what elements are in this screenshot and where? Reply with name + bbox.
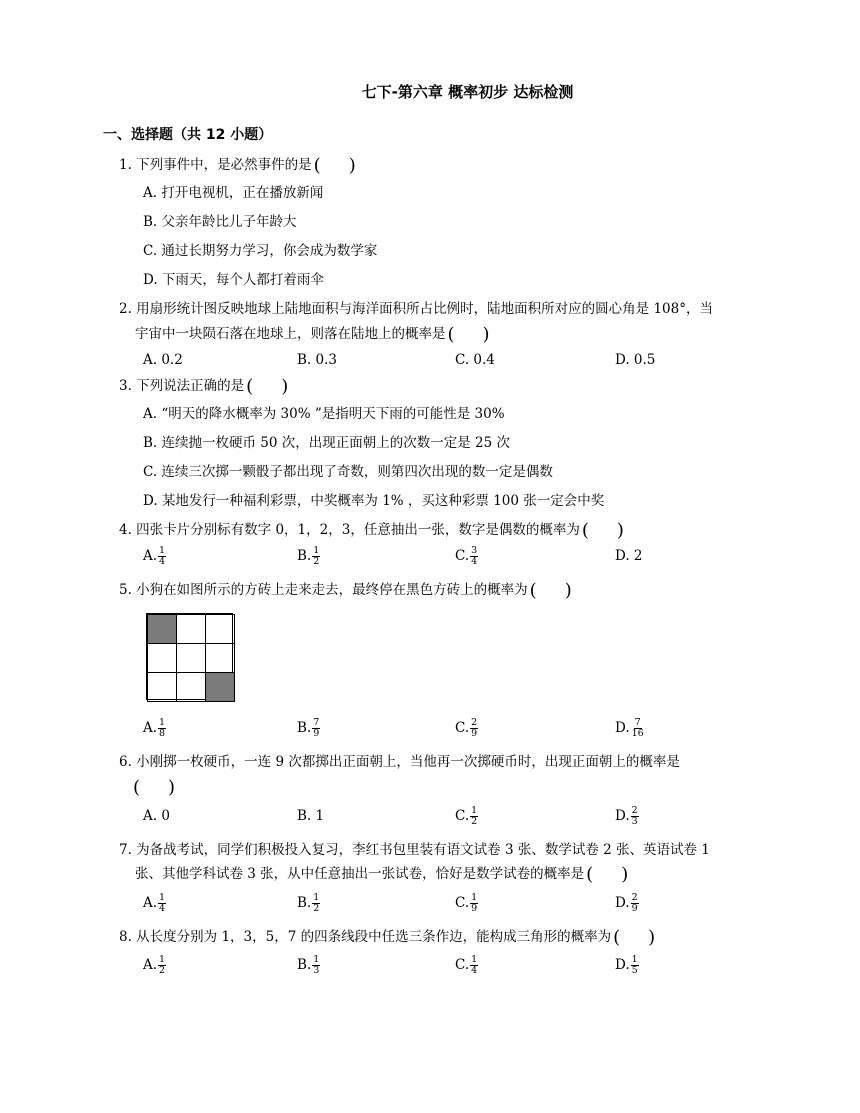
q3-option-d: D. 某地发行一种福利彩票，中奖概率为 1% ，买这种彩票 100 张一定会中奖 [143, 493, 605, 509]
section-heading: 一、选择题（共 12 小题） [103, 127, 273, 143]
q7-option-a: A. $\frac{1}{4}$ [143, 892, 166, 914]
question-4-stem [119, 520, 624, 541]
question-1-stem [119, 155, 356, 176]
white-tile [176, 643, 206, 673]
q4-option-a: A. $\frac{1}{4}$ [143, 545, 166, 567]
q3-option-c: C. 连续三次掷一颗骰子都出现了奇数，则第四次出现的数一定是偶数 [143, 464, 553, 480]
answer-blank: ( ) [313, 155, 356, 176]
q4-option-c: C. $\frac{3}{4}$ [455, 545, 478, 567]
fraction: $\frac{7}{16}$ [631, 717, 644, 739]
question-8-stem [119, 927, 655, 948]
white-tile [205, 643, 235, 673]
fraction: $\frac{1}{2}$ [313, 545, 320, 567]
q8-option-d: D. $\frac{1}{5}$ [615, 954, 638, 976]
q5-option-d: D. $\frac{7}{16}$ [615, 717, 644, 739]
q5-option-c: C. $\frac{2}{9}$ [455, 717, 478, 739]
q7-option-b: B. $\frac{1}{2}$ [297, 892, 320, 914]
fraction: $\frac{1}{5}$ [631, 954, 638, 976]
question-4-text: 4. 四张卡片分别标有数字 0，1，2，3，任意抽出一张，数字是偶数的概率为 [119, 522, 580, 538]
fraction: $\frac{1}{2}$ [313, 892, 320, 914]
q6-option-d: D. $\frac{2}{3}$ [615, 805, 638, 827]
q6-option-b: B. 1 [297, 808, 325, 824]
fraction: $\frac{7}{9}$ [313, 717, 320, 739]
q2-option-a: A. 0.2 [143, 352, 183, 368]
q5-option-a: A. $\frac{1}{8}$ [143, 717, 166, 739]
fraction: $\frac{1}{4}$ [159, 892, 166, 914]
answer-blank: ( ) [586, 864, 629, 885]
fraction: $\frac{1}{3}$ [313, 954, 320, 976]
document-title: 七下-第六章 概率初步 达标检测 [361, 83, 574, 101]
fraction: $\frac{1}{2}$ [471, 805, 478, 827]
fraction: $\frac{2}{9}$ [631, 892, 638, 914]
question-8-text: 8. 从长度分别为 1，3，5，7 的四条线段中任选三条作边，能构成三角形的概率为 [119, 929, 612, 945]
fraction: $\frac{2}{3}$ [631, 805, 638, 827]
q1-option-c: C. 通过长期努力学习，你会成为数学家 [143, 243, 378, 259]
fraction: $\frac{1}{8}$ [159, 717, 166, 739]
tile-grid-figure [146, 613, 233, 700]
q7-option-c: C. $\frac{1}{9}$ [455, 892, 478, 914]
white-tile [147, 672, 177, 702]
q2-option-b: B. 0.3 [297, 352, 337, 368]
answer-blank: ( ) [447, 324, 490, 345]
question-3-stem [119, 376, 288, 397]
fraction: $\frac{3}{4}$ [471, 545, 478, 567]
q8-option-c: C. $\frac{1}{4}$ [455, 954, 478, 976]
question-7-text: 张、其他学科试卷 3 张，从中任意抽出一张试卷，恰好是数学试卷的概率是 [135, 866, 585, 882]
q3-option-b: B. 连续抛一枚硬币 50 次，出现正面朝上的次数一定是 25 次 [143, 435, 511, 451]
answer-blank: ( ) [133, 777, 176, 798]
fraction: $\frac{2}{9}$ [471, 717, 478, 739]
fraction: $\frac{1}{9}$ [471, 892, 478, 914]
q2-option-c: C. 0.4 [455, 352, 495, 368]
question-5-stem [119, 580, 572, 601]
q5-option-b: B. $\frac{7}{9}$ [297, 717, 320, 739]
q1-option-b: B. 父亲年龄比儿子年龄大 [143, 214, 297, 230]
dark-tile [205, 672, 235, 702]
q3-option-a: A. “明天的降水概率为 30% ”是指明天下雨的可能性是 30% [143, 406, 505, 422]
white-tile [205, 614, 235, 644]
question-3-text: 3. 下列说法正确的是 [119, 378, 245, 394]
question-5-text: 5. 小狗在如图所示的方砖上走来走去，最终停在黑色方砖上的概率为 [119, 582, 528, 598]
answer-blank: ( ) [613, 927, 656, 948]
white-tile [147, 643, 177, 673]
q1-option-a: A. 打开电视机，正在播放新闻 [143, 185, 324, 201]
fraction: $\frac{1}{4}$ [471, 954, 478, 976]
question-6-blank-line [133, 777, 175, 798]
q6-option-a: A. 0 [143, 808, 170, 824]
q6-option-c: C. $\frac{1}{2}$ [455, 805, 478, 827]
question-2-stem-line2 [135, 324, 490, 345]
q4-option-b: B. $\frac{1}{2}$ [297, 545, 320, 567]
q1-option-d: D. 下雨天，每个人都打着雨伞 [143, 272, 324, 288]
fraction: $\frac{1}{2}$ [159, 954, 166, 976]
question-2-text: 宇宙中一块陨石落在地球上，则落在陆地上的概率是 [135, 326, 446, 342]
answer-blank: ( ) [246, 376, 289, 397]
answer-blank: ( ) [529, 580, 572, 601]
answer-blank: ( ) [581, 520, 624, 541]
question-7-stem-line1: 7. 为备战考试，同学们积极投入复习，李红书包里装有语文试卷 3 张、数学试卷 2 张、英语试卷 1 [119, 842, 710, 858]
q8-option-b: B. $\frac{1}{3}$ [297, 954, 320, 976]
dark-tile [147, 614, 177, 644]
q7-option-d: D. $\frac{2}{9}$ [615, 892, 638, 914]
question-6-stem: 6. 小刚掷一枚硬币，一连 9 次都掷出正面朝上，当他再一次掷硬币时，出现正面朝上的概率是 [119, 754, 680, 770]
q2-option-d: D. 0.5 [615, 352, 656, 368]
white-tile [176, 672, 206, 702]
fraction: $\frac{1}{4}$ [159, 545, 166, 567]
white-tile [176, 614, 206, 644]
question-2-stem-line1: 2. 用扇形统计图反映地球上陆地面积与海洋面积所占比例时，陆地面积所对应的圆心角是 108°，当 [119, 301, 713, 317]
question-1-text: 1. 下列事件中，是必然事件的是 [119, 157, 312, 173]
q4-option-d: D. 2 [615, 548, 643, 564]
question-7-stem-line2 [135, 864, 628, 885]
q8-option-a: A. $\frac{1}{2}$ [143, 954, 166, 976]
